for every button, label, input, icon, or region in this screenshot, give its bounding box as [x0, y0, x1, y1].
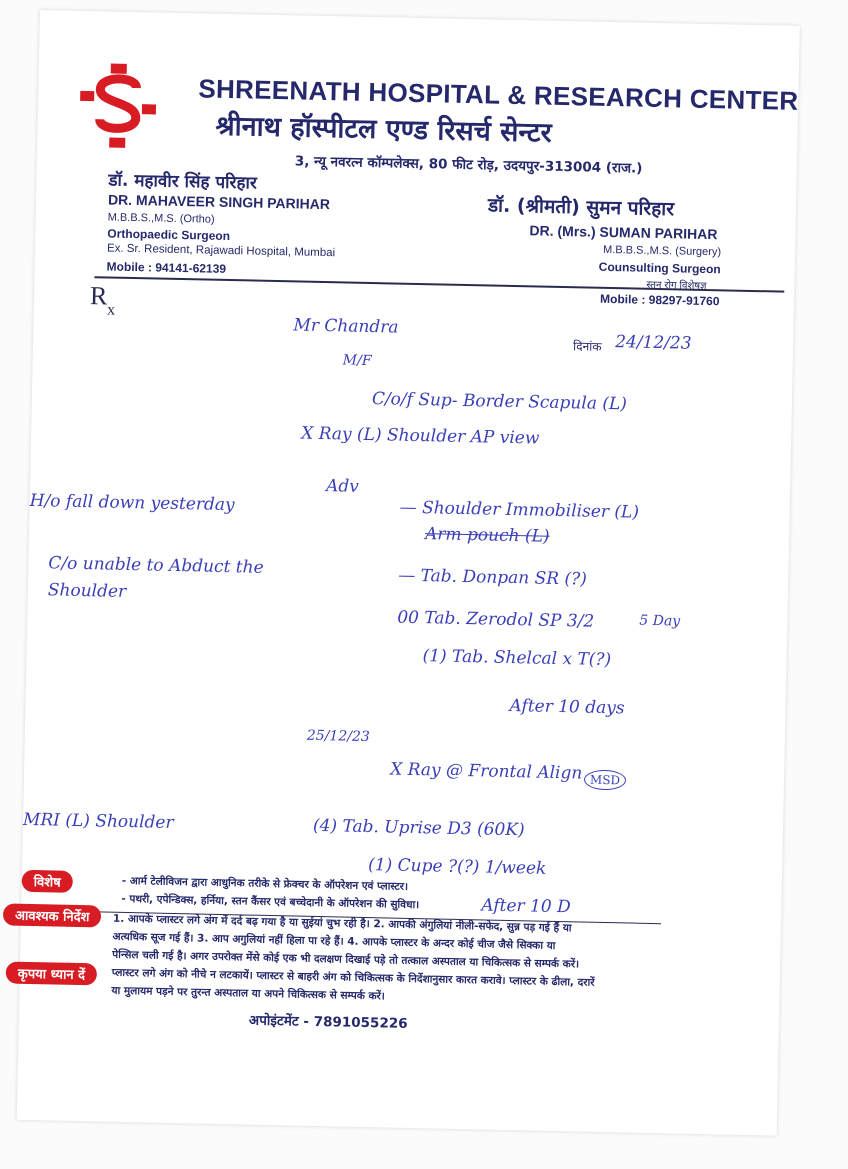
doctor1-title: Orthopaedic Surgeon: [107, 226, 231, 244]
hospital-name-en: SHREENATH HOSPITAL & RESEARCH CENTER: [198, 73, 799, 116]
msd-circle: MSD: [584, 770, 627, 791]
footer-line-5: पेन्सिल चली गई है। अगर उपरोक्त मेंसे कोई एक भी दलक्षण दिखाई पड़े तो तत्काल अस्पताल या चिकित्सक से सम्पर्क करें।: [112, 948, 580, 971]
footer-line-7: या मुलायम पड़ने पर तुरन्त अस्पताल या अपने चिकित्सक से सम्पर्क करें।: [111, 984, 385, 1003]
note-line-1: C/o/f Sup- Border Scapula (L): [371, 389, 628, 415]
footer-line-1: - आर्म टेलीविजन द्वारा आधुनिक तरीके से फ्रेक्चर के ऑपरेशन एवं प्लास्टर।: [121, 874, 409, 893]
doctor1-name-hi: डॉ. महावीर सिंह परिहार: [108, 170, 258, 194]
rx-line-1: — Shoulder Immobiliser (L): [399, 497, 640, 523]
doctor1-mobile: Mobile : 94141-62139: [106, 259, 227, 276]
rx-line-3: 00 Tab. Zerodol SP 3/2: [397, 607, 595, 632]
doctor1-degree: M.B.B.S.,M.S. (Ortho): [107, 211, 215, 226]
date-value: 24/12/23: [614, 332, 692, 354]
footer-line-3: 1. आपके प्लास्टर लगे अंग में दर्द बढ़ गया है या सुईयां चुभ रही है। 2. आपकी अंगुलियां नीली-सफेद, सुन्न पड़ गई हैं या: [112, 912, 572, 935]
note-adv: Adv: [325, 476, 360, 497]
footer-line-6: प्लास्टर लगे अंग को नीचे न लटकायें। प्लास्टर से बाहरी अंग को चिकित्सक के निर्देशानुसार कारत करावे। प्लास्टर के ढीला, दरारें: [111, 966, 595, 989]
doctor2-title: Counsulting Surgeon: [598, 259, 721, 277]
date-label: दिनांक: [572, 339, 602, 354]
date-second: 25/12/23: [306, 727, 370, 746]
hospital-name-hi: श्रीनाथ हॉस्पीटल एण्ड रिसर्च सेन्टर: [215, 110, 552, 149]
rx-line-4: (1) Tab. Shelcal x T(?): [422, 646, 612, 671]
after-days: After 10 days: [509, 695, 625, 719]
mri-line: MRI (L) Shoulder: [22, 809, 174, 833]
patient-name: Mr Chandra: [293, 315, 399, 338]
history-line: H/o fall down yesterday: [29, 490, 235, 516]
prescription-sheet: [14, 10, 800, 1136]
appointment-number: अपोइंटमेंट - 7891055226: [248, 1012, 408, 1032]
hospital-logo-icon: [77, 61, 159, 153]
rx-line-1b: Arm pouch (L): [424, 524, 550, 547]
after-second: After 10 D: [481, 895, 571, 918]
doctor2-name-en: DR. (Mrs.) SUMAN PARIHAR: [529, 222, 718, 243]
hospital-address: 3, न्यू नवरत्न कॉम्पलेक्स, 80 फीट रोड़, उदयपुर-313004 (राज.): [294, 153, 643, 177]
doctor2-name-hi: डॉ. (श्रीमती) सुमन परिहार: [487, 194, 675, 221]
footer-label-attention: कृपया ध्यान दें: [6, 961, 98, 985]
xray-second: X Ray @ Frontal Align: [389, 759, 583, 784]
footer-label-special: विशेष: [22, 870, 73, 893]
note-line-2: X Ray (L) Shoulder AP view: [300, 423, 540, 449]
rx-symbol: $R_x$: [89, 281, 116, 319]
doctor1-name-en: DR. MAHAVEER SINGH PARIHAR: [107, 191, 331, 213]
footer-line-4: अत्यधिक सूज गई हैं। 3. आप अगुलियां नहीं हिला पा रहे हैं। 4. आपके प्लास्टर के अन्दर कोई चीज जैसे सिक्का या: [112, 930, 556, 952]
doctor2-mobile: Mobile : 98297-91760: [599, 291, 720, 309]
rx-line-2: — Tab. Donpan SR (?): [398, 565, 588, 590]
rx-line-5: (4) Tab. Uprise D3 (60K): [312, 815, 525, 841]
complaint-line: C/o unable to Abduct the Shoulder: [47, 553, 264, 603]
footer-line-2: - पथरी, एपेन्डिक्स, हर्निया, स्तन कैंसर एवं बच्चेदानी के ऑपरेशन की सुविधा।: [121, 892, 420, 912]
footer-label-instructions: आवश्यक निर्देश: [3, 903, 102, 927]
doctor2-degree: M.B.B.S.,M.S. (Surgery): [602, 243, 722, 259]
rx-line-6: (1) Cupe ?(?) 1/week: [367, 855, 547, 879]
doctor2-specialty: स्तन रोग विशेषज्ञ: [646, 279, 707, 293]
rx-duration: 5 Day: [639, 612, 681, 630]
patient-gender: M/F: [342, 352, 372, 370]
doctor1-experience: Ex. Sr. Resident, Rajawadi Hospital, Mumbai: [106, 242, 336, 260]
